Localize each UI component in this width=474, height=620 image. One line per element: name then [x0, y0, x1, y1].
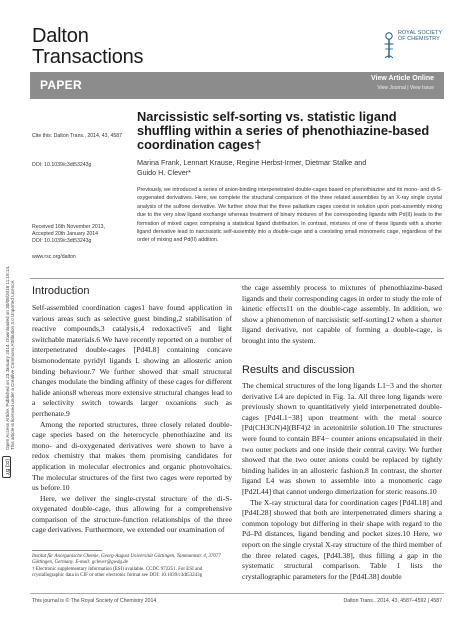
results-heading: Results and discussion: [242, 364, 355, 376]
rsc-logo-text: ROYAL SOCIETY OF CHEMISTRY: [398, 30, 443, 43]
cite-value: Dalton Trans., 2014, 43, 4587: [53, 133, 122, 139]
intro-paragraph: Self-assembled coordination cages1 have found application in various areas such as selective guest binding,2 stabilisation of reactive compounds,3 catalysis,4 redoxactive5 and light switchable materials.6 We have recently reported on a number of interpenetrated double-cages [Pd4L8] containing concave bismonodentate pyridyl ligands L showing an allosteric anion binding behaviour.7 We further showed that small structural changes modulate the binding affinity of these cages for different halide anions8 whereas more extensive structural changes lead to a selectivity switch towards larger oxoanions such as perrhenate.9: [32, 303, 232, 418]
intro-paragraph: Here, we deliver the single-crystal structure of the di-S-oxygenated double-cage, thus allowing for a comprehensive comparison of the structure-function relationships of the three cage derivatives. Furthermore, we extended our examination of: [32, 493, 232, 535]
divider: [30, 278, 444, 279]
view-journal-issue-links[interactable]: View Journal | View Issue: [377, 85, 434, 91]
affiliation-footnote: Institut für Anorganische Chemie, Georg-August Universität Göttingen, Tammannstr. 4, 37077 Göttingen, Germany. E-mail: gclever@gwdg.de: [32, 554, 221, 566]
doi-repeat[interactable]: DOI: 10.1039/c3dt53243g: [32, 237, 92, 244]
journal-title: [32, 26, 143, 68]
journal-title-line1: Dalton: [32, 25, 89, 47]
footnotes: [32, 554, 232, 580]
introduction-text: [32, 303, 232, 536]
history-dates: [32, 224, 105, 244]
cc-by-icon[interactable]: (cc) BY: [2, 456, 11, 478]
open-access-line: Open Access Article. Published on 23 January 2014. Downloaded on 30/08/2016 11:18:14.: [5, 265, 10, 450]
results-paragraph: The chemical structures of the long ligands L1−3 and the shorter derivative L4 are depicted in Fig. 1a. All three long ligands were previously shown to quantitatively yield interpenetrated double-cages [Pd4L1−38] upon treatment with the metal source [Pd(CH3CN)4](BF4)2 in acetonitrile solution.10 The structures were found to contain BF4− counter anions encapsulated in their two outer pockets and one inside their central cavity. We further showed that the two outer anions could be replaced by tightly binding halides in an allosteric fashion.8 In contrast, the shorter ligand L4 was shown to assemble into a monomeric cage [Pd2L44] that cannot undergo dimerization for steric reasons.10: [242, 381, 442, 496]
article-type-banner: [30, 72, 444, 99]
rsc-crest-icon: [382, 31, 396, 61]
received-date: Received 16th November 2013,: [32, 224, 105, 230]
introduction-heading: Introduction: [32, 285, 90, 297]
open-access-notice: [2, 150, 15, 450]
intro-paragraph: Among the reported structures, three closely related double-cage species based on the heterocycle phenothiazine and its mono- and di-oxygenated derivatives were shown to have a redox chemistry that makes them promising candidates for application in molecular electronics and organic photovoltaics. The molecular structures of the first two cages were reported by us before.10: [32, 419, 232, 493]
author-list: [137, 158, 427, 177]
footer-divider: [30, 593, 444, 594]
footnote-divider: [32, 550, 102, 551]
results-text: [242, 381, 442, 582]
article-type-label: PAPER: [40, 78, 82, 92]
introduction-continued: [242, 283, 442, 347]
cite-label: Cite this:: [32, 133, 53, 139]
journal-website-link[interactable]: www.rsc.org/dalton: [32, 254, 76, 260]
page-footer: Dalton Trans., 2014, 43, 4587–4592 | 4587: [343, 598, 442, 604]
abstract: Previously, we introduced a series of anion-binding interpenetrated double-cages based on phenothiazine and its mono- and di-S-oxygenated derivatives. Here, we complete the structural comparison of the three related assemblies by an X-ray single crystal analysis of the sulfone derivative. We further show that the three palladium cages coexist in solution upon post-assembly mixing due to the very slow ligand exchange whereas treatment of binary mixtures of the corresponding ligands with Pd(II) leads to the formation of mixed cages comprising a statistical ligand distribution. In contrast, mixtures of one of these ligands with a shorter ligand derivative lead to narcissistic self-assembly into a double-cage and a coexisting small monomeric cage, regardless of the order of mixing and Pd(II) addition.: [137, 187, 442, 244]
accepted-date: Accepted 20th January 2014: [32, 230, 99, 237]
doi-link[interactable]: DOI: 10.1039/c3dt53243g: [32, 162, 92, 168]
esi-footnote: † Electronic supplementary information (ESI) available. CCDC 972251. For ESI and crystallographic data in CIF or other electronic format see DOI: 10.1039/c3dt53243g: [32, 566, 203, 579]
copyright-footer: This journal is © The Royal Society of Chemistry 2014: [32, 598, 157, 604]
intro-continued-paragraph: the cage assembly process to mixtures of phenothiazine-based ligands and their corresponding cages in order to study the role of kinetic effects11 on the double-cage assembly. In addition, we show a phenomenon of narcissistic self-sorting12 when a shorter ligand derivative, not capable of forming a double-cage, is brought into the system.: [242, 283, 442, 345]
results-paragraph: The X-ray structural data for coordination cages [Pd4L18] and [Pd4L28] showed that both are interpenetrated dimers sharing a common topology but differing in their shape with regard to the Pd–Pd distances, ligand bending and pocket sizes.10 Here, we report on the single crystal X-ray structure of the third member of the three related cages, [Pd4L38], thus filling a gap in the systematic structural comparison. Table 1 lists the crystallographic parameters for the [Pd4L38] double: [242, 497, 442, 581]
authors-line1: Marina Frank, Lennart Krause, Regine Herbst-Irmer, Dietmar Stalke and: [137, 158, 367, 167]
article-title: Narcissistic self-sorting vs. statistic ligand shuffling within a series of phenothiazine-based coordination cages†: [137, 109, 430, 152]
authors-line2: Guido H. Clever*: [137, 167, 191, 177]
citation: [32, 133, 132, 140]
view-article-online-link[interactable]: View Article Online: [370, 75, 434, 82]
rsc-logo[interactable]: [382, 27, 442, 67]
licence-link[interactable]: This article is licensed under a Creative Commons Attribution 3.0 Unported Licence.: [10, 279, 15, 450]
journal-title-line2: Transactions: [32, 46, 144, 68]
